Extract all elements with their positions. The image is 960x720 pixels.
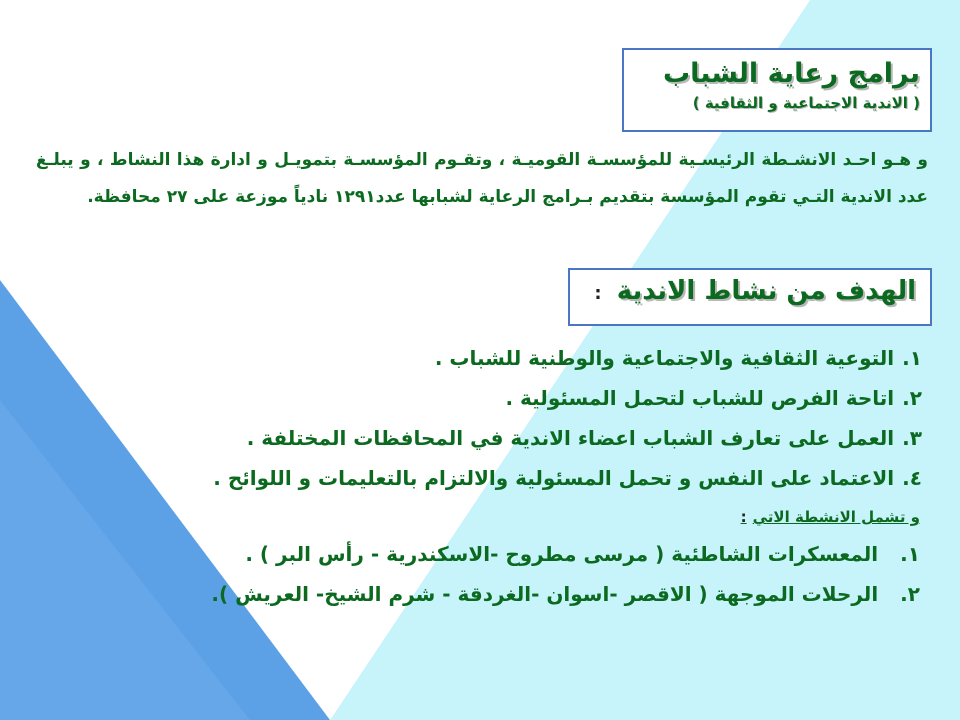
list-item — [62, 338, 922, 378]
list-item — [62, 458, 922, 498]
list-item — [62, 418, 922, 458]
list-item-text: الاعتماد على النفس و تحمل المسئولية والالتزام بالتعليمات و اللوائح . — [213, 466, 895, 490]
goals-heading-box — [568, 268, 932, 326]
list-item-text: اتاحة الفرص للشباب لتحمل المسئولية . — [505, 386, 895, 410]
list-item — [60, 534, 920, 574]
title-box — [622, 48, 932, 132]
list-item-number: ١. — [902, 346, 922, 370]
list-item-number: ٤. — [902, 466, 922, 490]
page-subtitle: ( الاندية الاجتماعية و الثقافية ) — [692, 94, 920, 112]
list-item-number: ١. — [900, 542, 920, 566]
goals-list — [62, 338, 922, 498]
list-item-text: الرحلات الموجهة ( الاقصر -اسوان -الغردقة - شرم الشيخ- العريش ). — [211, 582, 879, 606]
list-item-text: العمل على تعارف الشباب اعضاء الاندية في المحافظات المختلفة . — [246, 426, 895, 450]
list-item-number: ٢. — [900, 582, 920, 606]
activities-list — [60, 534, 920, 614]
goals-heading-colon: : — [594, 283, 602, 304]
activities-heading-text: و تشمل الانشطة الاتي — [752, 508, 920, 526]
activities-heading — [741, 508, 920, 526]
list-item-number: ٣. — [902, 426, 922, 450]
list-item — [60, 574, 920, 614]
intro-paragraph: و هـو احـد الانشـطة الرئيسـية للمؤسسـة القوميـة ، وتقـوم المؤسسـة بتمويـل و ادارة هذا النشاط ، و يبلـغ عدد الاندية التـي تقوم المؤسسة بتقديم بـرامج الرعاية لشبابها عدد١٢٩١ نادياً موزعة على ٢٧ محافظة. — [36, 150, 928, 207]
list-item-number: ٢. — [902, 386, 922, 410]
activities-heading-colon: : — [740, 508, 747, 526]
list-item-text: المعسكرات الشاطئية ( مرسى مطروح -الاسكندرية - رأس البر ) . — [245, 542, 879, 566]
list-item-text: التوعية الثقافية والاجتماعية والوطنية للشباب . — [434, 346, 895, 370]
page-title: برامج رعاية الشباب — [663, 58, 920, 89]
list-item — [62, 378, 922, 418]
goals-heading: الهدف من نشاط الاندية — [616, 276, 916, 306]
